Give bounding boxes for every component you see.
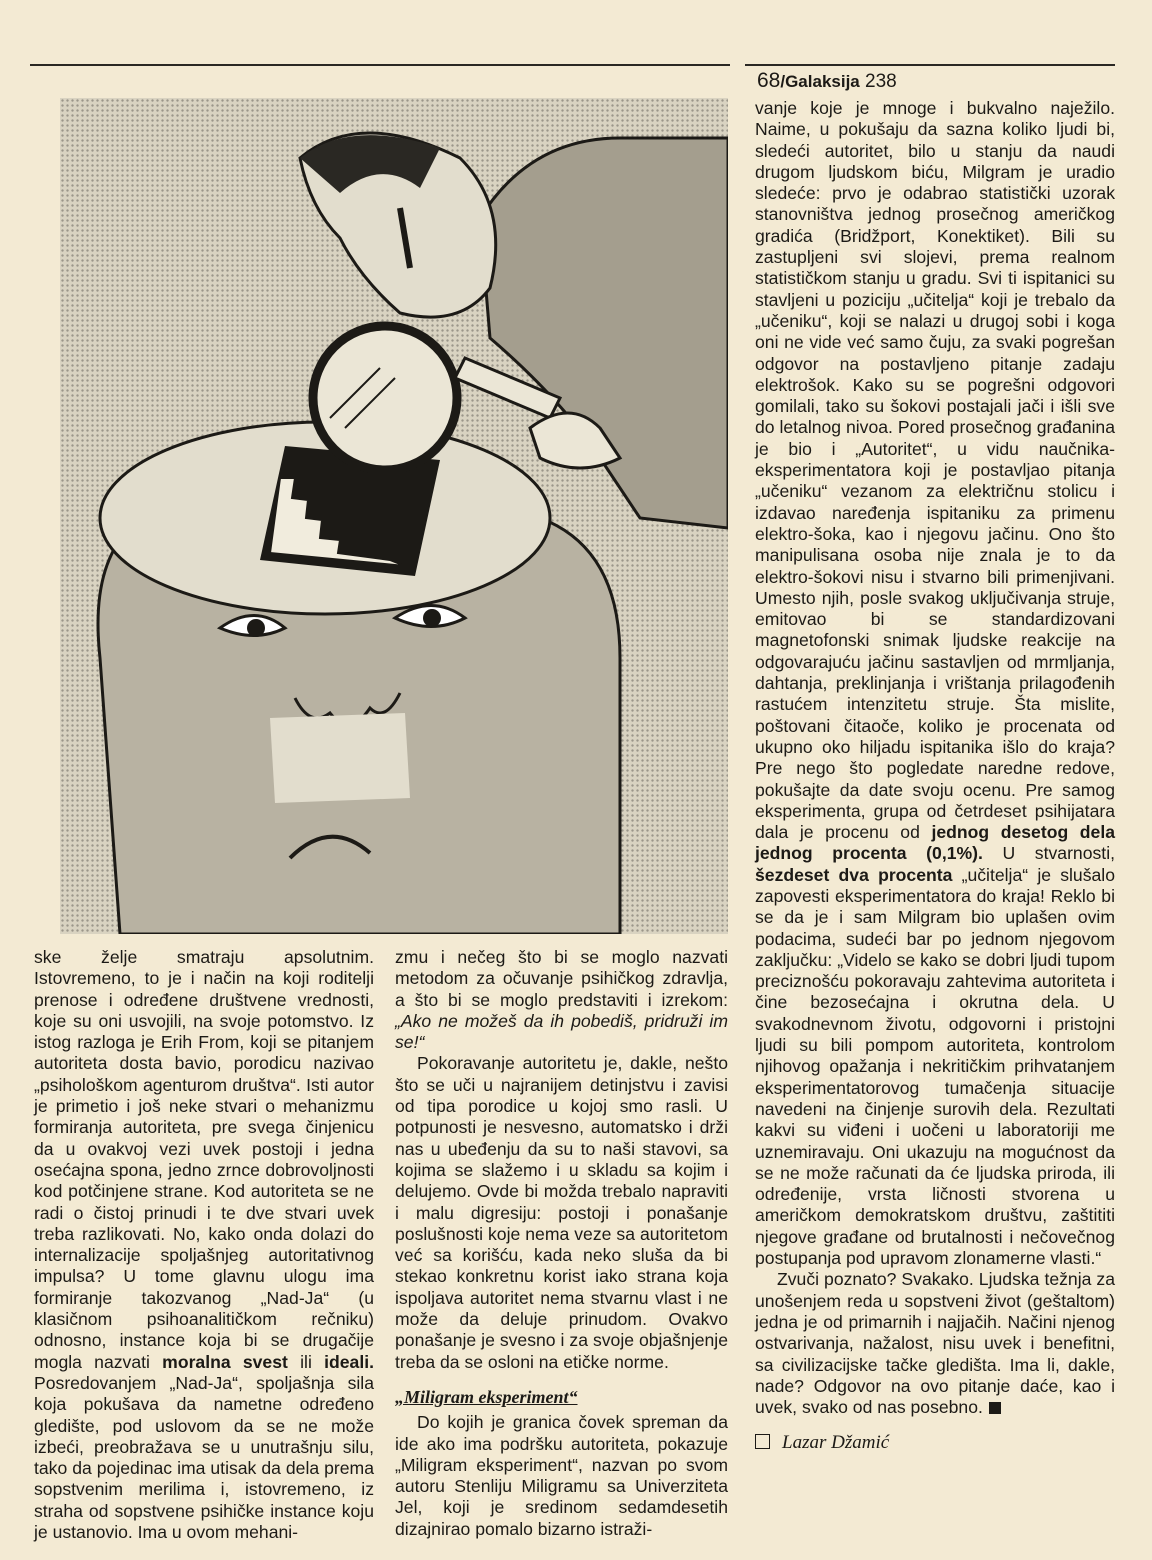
- text-column-2: [395, 947, 728, 1540]
- text-span: zmu i nečeg što bi se moglo nazvati metodom za očuvanje psihičkog zdravlja, a što bi se moglo predstaviti i izrekom:: [395, 947, 728, 1010]
- text-column-1: [34, 947, 374, 1543]
- text-span: ili: [287, 1351, 325, 1372]
- paragraph: Do kojih je granica čovek spreman da ide ako ima podršku autoriteta, pokazuje „Miligram eksperiment“, nazvan po svom autoru Stenliju Miligramu sa Univerziteta Jel, koji je sredinom sedamdesetih dizajnirao pomalo bizarno istraži-: [395, 1412, 728, 1539]
- bold-text: moralna svest: [162, 1351, 288, 1372]
- text-span: U stvarnosti,: [982, 843, 1115, 864]
- author-name: Lazar Džamić: [782, 1432, 890, 1454]
- text-span: vanje koje je mnoge i bukvalno naježilo. Naime, u pokušaju da sazna koliko ljudi bi, sledeći autoritet, bilo u stanju da naudi drugom ljudskom biću, Milgram je uradio sledeće: prvo je odabrao statistički uzorak stanovništva jednog prosečnog američkog gradića (Bridžport, Konektiket). Bili su zastupljeni svi slojevi, prema realnom statističkom stanju u gradu. Svi ti ispitanici su stavljeni u poziciju „učitelja“ koji je trebalo da „učeniku“, koji se nalazi u drugoj sobi i koga oni ne vide već samo čuju, za svaki pogrešan odgovor na postavljeno pitanje zadaju elektrošok. Kako su se pogrešni odgovori gomilali, tako su šokovi postajali jači i išli sve do letalnog nivoa. Pored prosečnog građanina je bio i „Autoritet“, u vidu naučnika-eksperimentatora koji je postavljao pitanja „učeniku“ vezanom za električnu stolicu i izdavao naređenja ispitaniku za primenu elektro-šoka, kao i njegovu jačinu. Ono što manipulisana osoba nije znala je to da elektro-šokovi nisu i stvarno bili primenjivani. Umesto njih, posle svakog uključivanja struje, emitovao bi se standardizovani magnetofonski snimak ljudske reakcije na odgovarajuću jačinu sastavljen od mrmljanja, dahtanja, preklinjanja i vrištanja prilagođenih rastućem intenzitetu struje. Šta mislite, poštovani čitaoče, koliko je procenata od ukupno oko hiljadu ispitanika išlo do kraja? Pre nego što pogledate naredne redove, pokušajte da date svoju ocenu. Pre samog eksperimenta, grupa od četrdeset psihijatara dala je procenu od: [755, 98, 1115, 843]
- page-header: [757, 66, 897, 97]
- top-rule-left: [30, 64, 730, 66]
- bold-text: ideali.: [324, 1351, 374, 1372]
- section-subheading: „Miligram eksperiment“: [395, 1386, 578, 1407]
- paragraph: [755, 98, 1115, 1269]
- author-signature: [755, 1432, 1115, 1453]
- paragraph: Pokoravanje autoritetu je, dakle, nešto što se uči u najranijem detinjstvu i zavisi od tipa porodice u kojoj smo rasli. U potpunosti je nesvesno, automatsko i drži nas u ubeđenju da su to naši stavovi, sa kojima se slažemo i u skladu sa kojim i delujemo. Ovde bi možda trebalo napraviti i malu digresiju: postoji i ponašanje poslušnosti koje nema veze sa autoritetom već sa korišću, kada neko sluša da bi stekao konkretnu korist iako strana koja ispoljava autoritet nema stvarnu vlast i ne može da deluje prinudom. Ovakvo ponašanje je svesno i za svoje objašnjenje treba da se osloni na etičke norme.: [395, 1053, 728, 1372]
- text-span: Zvuči poznato? Svakako. Ljudska težnja za unošenjem reda u sopstveni život (geštaltom) jedna je od primarnih i najjačih. Načini njenog ostvarivanja, nažalost, nisu uvek i benefitni, sa civilizacijske tačke gledišta. Ima li, dakle, nade? Odgovor na ovo pitanje daće, kao i uvek, svako od nas posebno.: [755, 1269, 1115, 1418]
- end-mark-icon: [989, 1402, 1001, 1414]
- text-span: „učitelja“ je slušalo zapovesti eksperimentatora do kraja! Reklo bi se da je i sam Milgram bio uplašen ovim podacima, sudeći bar po jednom njegovom zaključku: „Videlo se kako se dobri ljudi tupom preciznošću pokoravaju zahtevima autoriteta i čine bezosećajna i okrutna dela. U svakodnevnom životu, odgovorni i pristojni ljudi su bili pompom autoriteta, kontrolom njihovog opažanja i nekritičkim prihvatanjem eksperimentatorovog tumačenja situacije navedeni na činjenje surovih dela. Rezultati kakvi su viđeni i uočeni u laboratoriji me uznemiravaju. Oni ukazuju na mogućnost da se ne može računati da će ljudska priroda, ili određenije, vrsta ličnosti stvorena u američkom demokratskom društvu, zaštititi njegove građane od brutalnosti i nečovečnog postupanja pod upravom zlonamerne vlasti.“: [755, 864, 1115, 1269]
- text-span: Posredovanjem „Nad-Ja“, spoljašnja sila koja pokušava da nametne određeno gledište, pod uslovom da se ne može izbeći, preobražava se u unutrašnju silu, tako da pojedinac ima utisak da dela prema sopstvenim merilima i, istovremeno, iz straha od sopstvene psihičke instance koju je ustanovio. Ima u ovom mehani-: [34, 1372, 374, 1543]
- paragraph: [34, 947, 374, 1543]
- bold-text: šezdeset dva procenta: [755, 864, 953, 885]
- paragraph: [395, 947, 728, 1053]
- text-column-3: [755, 98, 1115, 1454]
- bold-text: jednog desetog dela jednog procenta (0,1%).: [755, 822, 1115, 864]
- paragraph: [755, 1269, 1115, 1418]
- box-icon: [755, 1434, 770, 1449]
- issue-number: 238: [865, 71, 897, 92]
- italic-quote: „Ako ne možeš da ih pobediš, pridruži im se!“: [395, 1010, 728, 1053]
- magazine-name: /Galaksija: [780, 72, 860, 91]
- text-span: ske želje smatraju apsolutnim. Istovremeno, to je i način na koji roditelji prenose i određene društvene vrednosti, koje su oni usvojili, na svoje potomstvo. Iz istog razloga je Erih From, koji se pitanjem autoriteta dosta bavio, porodicu nazivao „psihološkom agenturom društva“. Isti autor je primetio i još neke stvari o mehanizmu formiranja autoriteta, pre svega činjenicu da u ovakvoj vezi uvek postoji i jedna osećajna spona, jedno zrnce dobrovoljnosti kod potčinjene strane. Kod autoriteta se ne radi o čistoj prinudi i te dve stvari uvek treba razlikovati. No, kako onda dolazi do internalizacije spoljašnjeg autoritativnog impulsa? U tome glavnu ulogu ima formiranje takozvanog „Nad-Ja“ (u klasičnom psihoanalitičkom rečniku) odnosno, instance koja bi se drugačije mogla nazvati: [34, 947, 374, 1372]
- cartoon-illustration: [60, 98, 728, 934]
- page-number: 68: [757, 69, 781, 92]
